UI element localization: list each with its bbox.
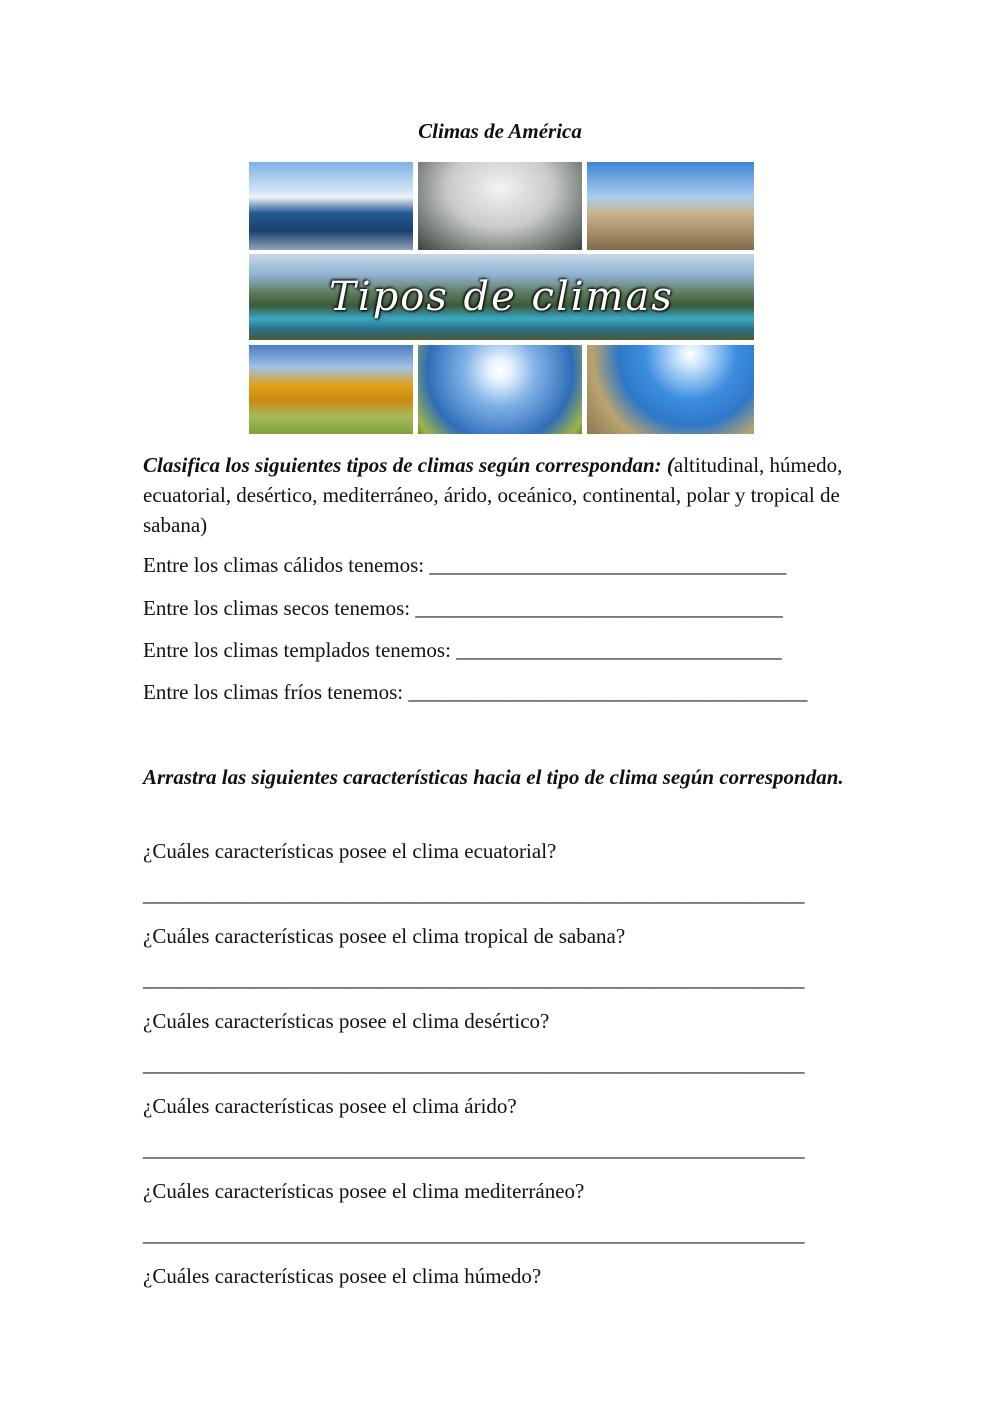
classify-line-calidos xyxy=(143,551,786,579)
autumn-forest-image xyxy=(249,345,413,434)
classify-line-label: Entre los climas cálidos tenemos: xyxy=(143,553,430,577)
sunny-road-image xyxy=(587,345,754,434)
question-arido: ¿Cuáles características posee el clima árido? xyxy=(143,1094,517,1118)
question-ecuatorial: ¿Cuáles características posee el clima ecuatorial? xyxy=(143,839,557,863)
climate-collage-image xyxy=(249,162,754,434)
question-humedo: ¿Cuáles características posee el clima húmedo? xyxy=(143,1264,542,1288)
classify-instruction-options: altitudinal, húmedo, ecuatorial, desértico, mediterráneo, árido, oceánico, continental, polar y tropical de sabana) xyxy=(143,453,843,537)
classify-instruction-lead: Clasifica los siguientes tipos de climas según correspondan: ( xyxy=(143,453,674,477)
question-answer-blank[interactable]: _______________________________________________________________ xyxy=(143,882,805,906)
question-answer-blank[interactable]: _______________________________________________________________ xyxy=(143,1137,805,1161)
classify-answer-blank[interactable]: ______________________________________ xyxy=(408,680,808,704)
classify-answer-blank[interactable]: __________________________________ xyxy=(429,553,787,577)
document-title: Climas de América xyxy=(418,119,582,143)
classify-line-secos xyxy=(143,594,783,622)
question-answer-blank[interactable]: _______________________________________________________________ xyxy=(143,967,805,991)
classify-line-label: Entre los climas templados tenemos: xyxy=(143,638,457,662)
classify-answer-blank[interactable]: _______________________________ xyxy=(456,638,782,662)
snowy-forest-image xyxy=(418,162,582,250)
collage-caption: Tipos de climas xyxy=(329,274,674,320)
classify-answer-blank[interactable]: ___________________________________ xyxy=(415,596,783,620)
drag-instruction: Arrastra las siguientes características hacia el tipo de clima según correspondan. xyxy=(143,765,844,789)
classify-line-label: Entre los climas fríos tenemos: xyxy=(143,680,409,704)
question-mediterraneo: ¿Cuáles características posee el clima mediterráneo? xyxy=(143,1179,585,1203)
classify-line-templados xyxy=(143,636,782,664)
polar-lake-image xyxy=(249,162,413,250)
desert-shrub-image xyxy=(587,162,754,250)
classify-line-label: Entre los climas secos tenemos: xyxy=(143,596,416,620)
question-answer-blank[interactable]: _______________________________________________________________ xyxy=(143,1222,805,1246)
question-answer-blank[interactable]: _______________________________________________________________ xyxy=(143,1052,805,1076)
sunny-field-image xyxy=(418,345,582,434)
classify-line-frios xyxy=(143,678,807,706)
classify-instruction xyxy=(143,450,857,540)
question-tropical-sabana: ¿Cuáles características posee el clima tropical de sabana? xyxy=(143,924,626,948)
question-desertico: ¿Cuáles características posee el clima desértico? xyxy=(143,1009,550,1033)
